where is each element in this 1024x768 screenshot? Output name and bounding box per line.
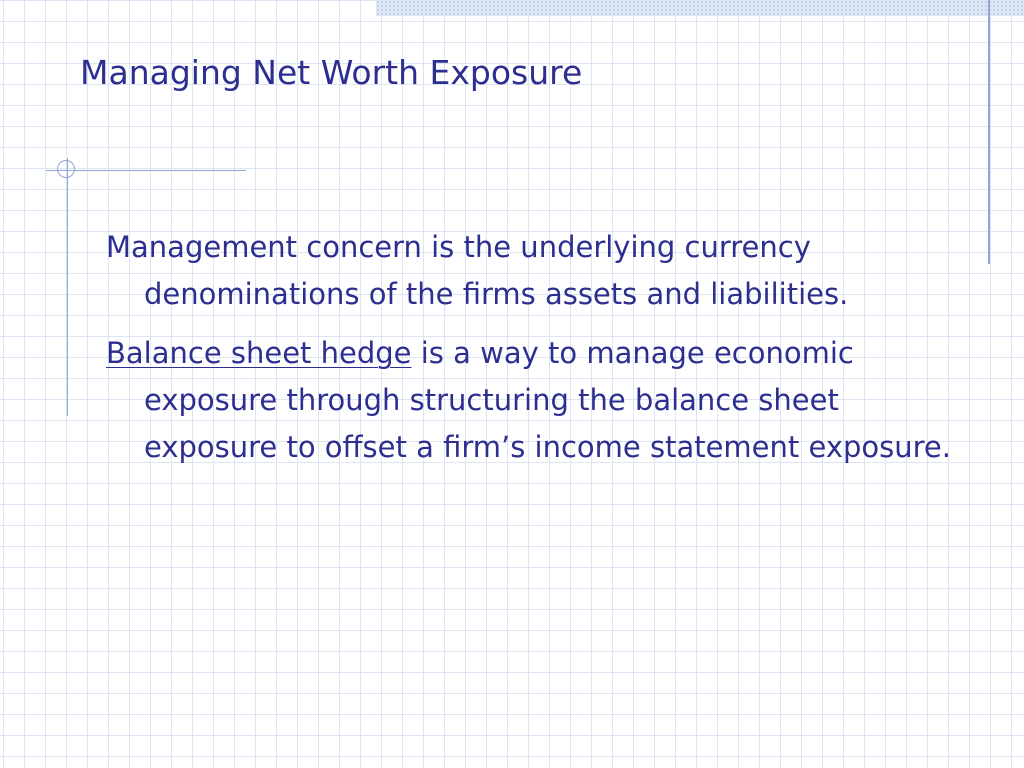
decorative-vertical-rule-left [67,158,68,416]
bullet-balance-sheet-hedge [106,330,966,471]
slide-body [106,224,966,471]
bullet-balance-sheet-hedge-text: is a way to manage economic exposure through structuring the balance sheet exposure to offset a firm’s income statement exposure. [144,336,951,464]
decorative-horizontal-rule [46,170,246,171]
header-pattern-band [376,0,1024,16]
decorative-vertical-rule-right [988,0,990,264]
term-balance-sheet-hedge: Balance sheet hedge [106,336,412,370]
slide-title: Managing Net Worth Exposure [80,53,583,92]
decorative-ring-icon [57,160,75,178]
bullet-management-concern: Management concern is the underlying currency denominations of the firms assets and liabilities. [106,230,849,311]
